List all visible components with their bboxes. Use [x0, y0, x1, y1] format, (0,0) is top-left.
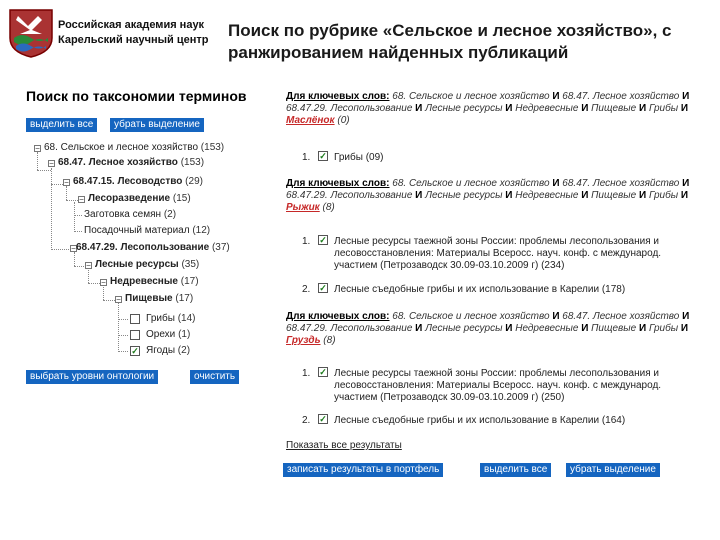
highlight-term: Маслёнок: [286, 115, 335, 126]
title-line-2: ранжированием найденных публикаций: [228, 43, 569, 62]
and-operator: И: [638, 103, 647, 114]
result-checkbox[interactable]: ✓: [319, 414, 327, 424]
result-checkbox[interactable]: ✓: [319, 235, 327, 245]
collapse-icon[interactable]: −: [64, 178, 69, 187]
show-all-results-link[interactable]: Показать все результаты: [286, 440, 402, 451]
result-checkbox[interactable]: ✓: [319, 151, 327, 161]
org-line-1: Российская академия наук: [58, 19, 205, 31]
for-keywords-label: Для ключевых слов:: [286, 178, 390, 189]
title-line-1: Поиск по рубрике «Сельское и лесное хозяйство», с: [228, 21, 672, 40]
and-operator: И: [552, 311, 560, 322]
and-operator: И: [682, 91, 690, 102]
tree-node-count: (2): [163, 209, 177, 220]
tree-node-count: (35): [181, 259, 200, 270]
tree-node-68-47-29[interactable]: [76, 242, 230, 254]
tree-node-lesorazvedenie[interactable]: [88, 193, 191, 205]
tree-connector: [74, 231, 82, 232]
and-operator: И: [415, 190, 423, 201]
term-count: (8): [323, 335, 336, 346]
and-operator: И: [505, 323, 513, 334]
tree-node-label: Грибы: [146, 313, 175, 324]
result-number: 2.: [302, 415, 311, 426]
tree-node-label: Орехи: [146, 329, 176, 340]
tree-connector: [37, 170, 51, 171]
query-term: Лесные ресурсы: [425, 190, 503, 201]
tree-connector: [74, 252, 75, 266]
for-keywords-label: Для ключевых слов:: [286, 91, 390, 102]
checkbox-orekhi[interactable]: [130, 330, 140, 340]
result-line: участием (Петрозаводск 30.09-03.10.2009 г) (250): [334, 392, 565, 403]
tree-node-nedrevesnye[interactable]: [110, 276, 199, 288]
tree-node-count: (12): [192, 225, 211, 236]
tree-node-lesnye-resursy[interactable]: [95, 259, 199, 271]
and-operator: И: [415, 323, 423, 334]
and-operator: И: [552, 91, 560, 102]
tree-node-yagody: [146, 345, 190, 357]
and-operator: И: [581, 103, 589, 114]
tree-connector: [118, 351, 128, 352]
tree-node-label: 68.47.29. Лесопользование: [76, 242, 210, 253]
highlight-term: Рыжик: [286, 202, 320, 213]
checkbox-yagody[interactable]: ✓: [131, 346, 139, 356]
tree-node-pishchevye[interactable]: [125, 293, 193, 305]
tree-connector: [66, 186, 67, 200]
query-term: 68.47. Лесное хозяйство: [562, 311, 680, 322]
tree-connector: [51, 168, 52, 184]
and-operator: И: [680, 190, 689, 201]
query-term: 68.47.29. Лесопользование: [286, 190, 413, 201]
collapse-icon[interactable]: −: [35, 144, 40, 153]
query-term: 68.47. Лесное хозяйство: [562, 91, 680, 102]
result-item[interactable]: Грибы (09): [334, 152, 384, 163]
and-operator: И: [505, 103, 513, 114]
tree-node-label: 68.47.15. Лесоводство: [73, 176, 183, 187]
query-term: Грибы: [648, 190, 679, 201]
tree-connector: [51, 184, 52, 250]
result-checkbox[interactable]: ✓: [319, 367, 327, 377]
result-item[interactable]: [334, 368, 720, 404]
result-checkbox[interactable]: ✓: [319, 283, 327, 293]
query-term: Лесные ресурсы: [425, 323, 503, 334]
query-term: 68.47.29. Лесопользование: [286, 103, 413, 114]
query-term: 68.47. Лесное хозяйство: [562, 178, 680, 189]
tree-node-count: (17): [175, 293, 194, 304]
tree-node-count: (153): [200, 142, 225, 153]
query-term: Пищевые: [591, 190, 637, 201]
tree-node-68[interactable]: [44, 142, 224, 154]
query-term: Недревесные: [515, 190, 579, 201]
tree-node-count: (153): [180, 157, 205, 168]
tree-connector: [74, 215, 82, 216]
and-operator: И: [505, 190, 513, 201]
tree-node-label: 68. Сельское и лесное хозяйство: [44, 142, 199, 153]
collapse-icon[interactable]: −: [71, 244, 76, 253]
query-block-3: [286, 311, 706, 347]
and-operator: И: [581, 190, 589, 201]
highlight-term: Груздь: [286, 335, 321, 346]
query-term: Грибы: [648, 103, 679, 114]
query-term: 68. Сельское и лесное хозяйство: [392, 178, 550, 189]
and-operator: И: [680, 103, 689, 114]
result-line: Лесные ресурсы таежной зоны России: проблемы лесопользования и: [334, 236, 659, 247]
tree-node-zagotovka[interactable]: [84, 209, 176, 221]
org-line-2: Карельский научный центр: [58, 34, 209, 46]
query-term: 68. Сельское и лесное хозяйство: [392, 91, 550, 102]
tree-node-count: (17): [180, 276, 199, 287]
page-title: [228, 20, 672, 64]
query-block-1: [286, 91, 706, 127]
tree-node-label: Лесоразведение: [88, 193, 171, 204]
checkbox-griby[interactable]: [130, 314, 140, 324]
tree-node-griby: [146, 313, 196, 325]
tree-connector: [51, 184, 63, 185]
query-block-2: [286, 178, 706, 214]
tree-node-label: Ягоды: [146, 345, 176, 356]
query-term: Недревесные: [515, 103, 579, 114]
tree-connector: [118, 319, 128, 320]
result-number: 2.: [302, 284, 311, 295]
tree-node-label: 68.47. Лесное хозяйство: [58, 157, 178, 168]
tree-node-label: Пищевые: [125, 293, 173, 304]
and-operator: И: [682, 178, 690, 189]
and-operator: И: [552, 178, 560, 189]
and-operator: И: [638, 190, 647, 201]
tree-node-count: (14): [177, 313, 196, 324]
collapse-icon[interactable]: −: [86, 261, 91, 270]
tree-connector: [37, 152, 38, 170]
collapse-icon[interactable]: −: [79, 195, 84, 204]
query-term: Недревесные: [515, 323, 579, 334]
tree-connector: [88, 268, 89, 283]
term-count: (0): [337, 115, 350, 126]
tree-connector: [103, 285, 104, 300]
tree-node-label: Посадочный материал: [84, 225, 190, 236]
tree-node-label: Заготовка семян: [84, 209, 162, 220]
result-item[interactable]: Лесные съедобные грибы и их использование в Карелии (178): [334, 284, 626, 295]
result-item[interactable]: [334, 236, 720, 272]
tree-connector: [103, 300, 115, 301]
and-operator: И: [682, 311, 690, 322]
save-to-portfolio-button[interactable]: записать результаты в портфель: [283, 463, 443, 477]
tree-connector: [74, 202, 75, 232]
taxonomy-heading: Поиск по таксономии терминов: [26, 88, 247, 104]
result-line: лесовосстановления: Материалы Всеросс. науч. конф. с международ.: [334, 380, 662, 391]
term-count: (8): [322, 202, 335, 213]
clear-results-selection-button[interactable]: убрать выделение: [566, 463, 660, 477]
org-name: [58, 18, 209, 48]
tree-node-orekhi: [146, 329, 190, 341]
for-keywords-label: Для ключевых слов:: [286, 311, 390, 322]
tree-node-count: (29): [185, 176, 203, 187]
and-operator: И: [581, 323, 589, 334]
query-term: Грибы: [648, 323, 679, 334]
collapse-icon[interactable]: −: [101, 278, 106, 287]
select-all-terms-button[interactable]: выделить все: [26, 118, 97, 132]
result-line: лесовосстановления: Материалы Всеросс. науч. конф. с международ.: [334, 248, 662, 259]
tree-connector: [118, 302, 119, 352]
tree-connector: [118, 335, 128, 336]
tree-connector: [88, 283, 100, 284]
and-operator: И: [415, 103, 423, 114]
clear-form-button[interactable]: очистить: [190, 370, 239, 384]
result-item[interactable]: Лесные съедобные грибы и их использование в Карелии (164): [334, 415, 626, 426]
result-line: Лесные ресурсы таежной зоны России: проблемы лесопользования и: [334, 368, 659, 379]
query-term: Пищевые: [591, 103, 637, 114]
tree-node-68-47[interactable]: [58, 157, 204, 169]
collapse-icon[interactable]: −: [116, 295, 121, 304]
select-all-results-button[interactable]: выделить все: [480, 463, 551, 477]
clear-terms-button[interactable]: убрать выделение: [110, 118, 204, 132]
query-term: Пищевые: [591, 323, 637, 334]
result-number: 1.: [302, 368, 311, 379]
tree-node-68-47-15[interactable]: [73, 176, 203, 188]
tree-node-label: Лесные ресурсы: [95, 259, 179, 270]
query-term: 68. Сельское и лесное хозяйство: [392, 311, 550, 322]
result-number: 1.: [302, 152, 311, 163]
tree-node-count: (37): [211, 242, 230, 253]
tree-connector: [66, 200, 78, 201]
query-term: 68.47.29. Лесопользование: [286, 323, 413, 334]
tree-node-label: Недревесные: [110, 276, 178, 287]
rac-logo: [8, 8, 54, 58]
tree-node-count: (2): [177, 345, 191, 356]
and-operator: И: [638, 323, 647, 334]
tree-node-posadochny[interactable]: [84, 225, 210, 237]
tree-node-count: (15): [172, 193, 191, 204]
result-line: участием (Петрозаводск 30.09-03.10.2009 г) (234): [334, 260, 565, 271]
query-term: Лесные ресурсы: [425, 103, 503, 114]
tree-node-count: (1): [178, 329, 191, 340]
choose-ontology-levels-button[interactable]: выбрать уровни онтологии: [26, 370, 158, 384]
and-operator: И: [680, 323, 689, 334]
result-number: 1.: [302, 236, 311, 247]
collapse-icon[interactable]: −: [49, 159, 54, 168]
